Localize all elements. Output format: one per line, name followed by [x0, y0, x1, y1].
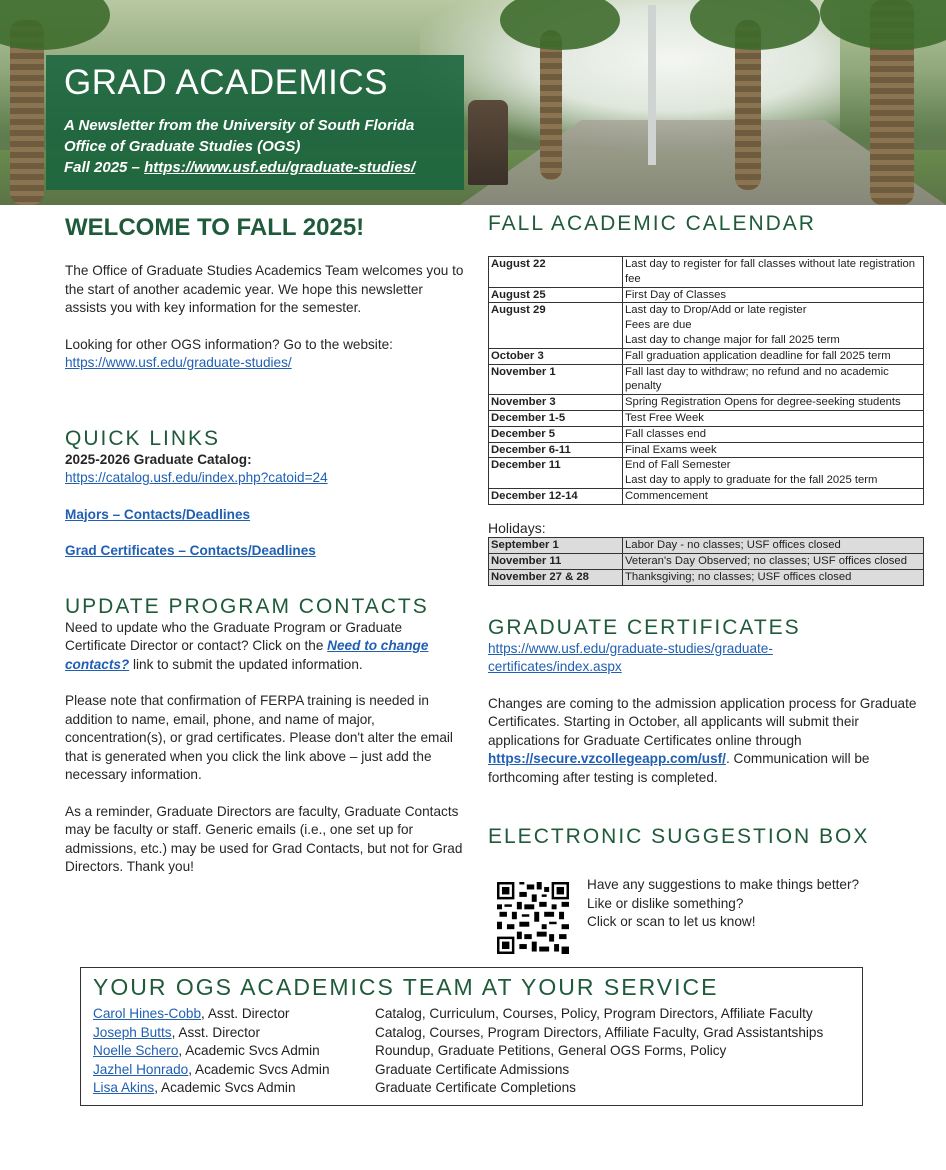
team-member-role: Catalog, Curriculum, Courses, Policy, Program Directors, Affiliate Faculty — [375, 1006, 813, 1021]
update-contacts-p2: Please note that confirmation of FERPA training is needed in addition to name, email, phone, and name of major, concentration(s), or grad certificates. Please don't alter the email that is generated when you click the link above – just add the necessary information. — [65, 693, 453, 782]
majors-contacts-link[interactable]: Majors – Contacts/Deadlines — [65, 506, 251, 522]
grad-certs-url-1: https://www.usf.edu/graduate-studies/graduate- — [488, 640, 773, 656]
team-member-title: , Asst. Director — [171, 1024, 260, 1040]
p1-text-after: link to submit the updated information. — [129, 656, 363, 672]
calendar-date: October 3 — [489, 348, 623, 364]
calendar-row — [489, 364, 924, 395]
team-names-column — [93, 1005, 375, 1098]
calendar-event: Last day to register for fall classes without late registration fee — [623, 257, 924, 288]
calendar-date: August 25 — [489, 287, 623, 303]
header-website-link[interactable]: https://www.usf.edu/graduate-studies/ — [144, 159, 416, 176]
subtitle-term: Fall 2025 – — [64, 159, 145, 176]
catalog-link[interactable]: https://catalog.usf.edu/index.php?catoid=24 — [65, 470, 328, 485]
calendar-event: Final Exams week — [623, 442, 924, 458]
calendar-date: December 11 — [489, 458, 623, 489]
calendar-date: December 1-5 — [489, 410, 623, 426]
masthead-title: GRAD ACADEMICS — [64, 63, 388, 102]
calendar-event: Fall classes end — [623, 426, 924, 442]
team-member-role: Graduate Certificate Admissions — [375, 1061, 570, 1077]
team-member-name-link[interactable]: Lisa Akins — [93, 1080, 155, 1095]
team-box — [80, 967, 863, 1106]
welcome-heading: WELCOME TO FALL 2025! — [65, 214, 365, 241]
banner-lamppost — [648, 5, 656, 165]
grad-certs-url-2: certificates/index.aspx — [488, 659, 622, 675]
holiday-date: November 11 — [489, 554, 623, 570]
update-contacts-heading: UPDATE PROGRAM CONTACTS — [65, 594, 429, 618]
calendar-event: First Day of Classes — [623, 287, 924, 303]
calendar-date: December 6-11 — [489, 442, 623, 458]
calendar-event: Last day to Drop/Add or late register Fees are due Last day to change major for fall 2025 term — [623, 303, 924, 348]
team-member — [93, 1005, 375, 1024]
subtitle-line-1: A Newsletter from the University of South Florida — [64, 117, 415, 134]
calendar-row — [489, 458, 924, 489]
suggestion-heading: ELECTRONIC SUGGESTION BOX — [488, 825, 870, 849]
right-column — [488, 210, 928, 849]
welcome-body: The Office of Graduate Studies Academics Team welcomes you to the start of another academic year. We hope this newsletter assists you with key information for the semester. — [65, 263, 464, 315]
calendar-event: End of Fall Semester Last day to apply to graduate for the fall 2025 term — [623, 458, 924, 489]
team-member-title: , Academic Svcs Admin — [188, 1061, 330, 1077]
calendar-date: August 29 — [489, 303, 623, 348]
calendar-row — [489, 410, 924, 426]
vzcollegeapp-link[interactable]: https://secure.vzcollegeapp.com/usf/ — [488, 751, 726, 767]
quick-links-heading: QUICK LINKS — [65, 426, 221, 450]
holiday-event: Veteran's Day Observed; no classes; USF offices closed — [623, 554, 924, 570]
team-member-title: , Academic Svcs Admin — [178, 1043, 320, 1058]
p1-text-before: Need to update who the Graduate Program or Graduate Certificate Director or contact? Click on the — [65, 619, 403, 653]
grad-certs-body-before: Changes are coming to the admission application process for Graduate Certificates. Starting in October, all applicants will submit their applications for Graduate Certificates online through — [488, 695, 917, 748]
need-to-change-contacts-link[interactable]: Need to change contacts? — [65, 638, 429, 672]
calendar-table — [488, 256, 924, 505]
team-member — [93, 1024, 375, 1043]
suggestion-text — [587, 876, 907, 932]
grad-certs-heading: GRADUATE CERTIFICATES — [488, 615, 801, 639]
palm-trunk — [540, 30, 562, 180]
certs-contacts-link[interactable]: Grad Certificates – Contacts/Deadlines — [65, 543, 316, 558]
calendar-event: Test Free Week — [623, 410, 924, 426]
holiday-event: Thanksgiving; no classes; USF offices closed — [623, 569, 924, 585]
banner-statue — [468, 100, 508, 185]
holiday-row — [489, 554, 924, 570]
catalog-label: 2025-2026 Graduate Catalog: — [65, 451, 252, 467]
subtitle-line-3 — [64, 157, 446, 178]
palm-frond — [0, 0, 110, 50]
team-member-name-link[interactable]: Noelle Schero — [93, 1043, 179, 1058]
suggestion-line-2: Like or dislike something? — [587, 895, 744, 911]
team-member-name-link[interactable]: Carol Hines-Cobb — [93, 1006, 202, 1021]
team-roles-column — [375, 1005, 850, 1098]
team-member-title: , Academic Svcs Admin — [154, 1080, 296, 1095]
calendar-row — [489, 426, 924, 442]
calendar-event: Commencement — [623, 488, 924, 504]
team-member — [93, 1042, 375, 1061]
calendar-row — [489, 287, 924, 303]
calendar-date: August 22 — [489, 257, 623, 288]
team-member-role: Graduate Certificate Completions — [375, 1080, 576, 1095]
calendar-row — [489, 395, 924, 411]
calendar-event: Spring Registration Opens for degree-seeking students — [623, 395, 924, 411]
qr-code-icon[interactable] — [497, 882, 569, 954]
team-member-name-link[interactable]: Joseph Butts — [93, 1024, 172, 1040]
calendar-date: December 5 — [489, 426, 623, 442]
team-member-role: Catalog, Courses, Program Directors, Affiliate Faculty, Grad Assistantships — [375, 1024, 824, 1040]
calendar-row — [489, 257, 924, 288]
holidays-label: Holidays: — [488, 519, 546, 536]
holiday-row — [489, 538, 924, 554]
team-member — [93, 1061, 375, 1080]
welcome-looking: Looking for other OGS information? Go to the website: — [65, 336, 393, 352]
suggestion-line-1: Have any suggestions to make things better? — [587, 877, 860, 892]
holiday-date: November 27 & 28 — [489, 569, 623, 585]
calendar-date: November 1 — [489, 364, 623, 395]
subtitle-line-2: Office of Graduate Studies (OGS) — [64, 138, 301, 155]
calendar-row — [489, 303, 924, 348]
holidays-table — [488, 537, 924, 585]
team-member-name-link[interactable]: Jazhel Honrado — [93, 1061, 189, 1077]
calendar-event: Fall last day to withdraw; no refund and no academic penalty — [623, 364, 924, 395]
grad-certs-body — [488, 695, 928, 788]
suggestion-line-3: Click or scan to let us know! — [587, 914, 756, 929]
team-rows — [93, 1005, 850, 1098]
calendar-date: December 12-14 — [489, 488, 623, 504]
team-heading: YOUR OGS ACADEMICS TEAM AT YOUR SERVICE — [93, 974, 719, 1000]
masthead-subtitle — [64, 115, 446, 178]
welcome-website-link[interactable]: https://www.usf.edu/graduate-studies/ — [65, 355, 292, 370]
calendar-heading: FALL ACADEMIC CALENDAR — [488, 212, 816, 235]
calendar-row — [489, 348, 924, 364]
left-column — [65, 210, 465, 877]
update-contacts-p1 — [65, 619, 465, 675]
calendar-row — [489, 442, 924, 458]
holiday-row — [489, 569, 924, 585]
calendar-event: Fall graduation application deadline for fall 2025 term — [623, 348, 924, 364]
masthead-box — [46, 55, 464, 190]
team-member-role: Roundup, Graduate Petitions, General OGS Forms, Policy — [375, 1043, 727, 1058]
grad-certs-body-after: . Communication will be forthcoming after testing is completed. — [488, 751, 870, 785]
holiday-event: Labor Day - no classes; USF offices closed — [623, 538, 924, 554]
grad-certs-link[interactable] — [488, 641, 773, 675]
calendar-row — [489, 488, 924, 504]
team-member — [93, 1079, 375, 1098]
calendar-date: November 3 — [489, 395, 623, 411]
holiday-date: September 1 — [489, 538, 623, 554]
update-contacts-p3: As a reminder, Graduate Directors are faculty, Graduate Contacts may be faculty or staff. Generic emails (i.e., one set up for admissions, etc.) may be used for Grad Contacts, but not for Grad Directors. Thank you! — [65, 803, 463, 874]
header-banner — [0, 0, 946, 205]
team-member-title: , Asst. Director — [201, 1006, 290, 1021]
